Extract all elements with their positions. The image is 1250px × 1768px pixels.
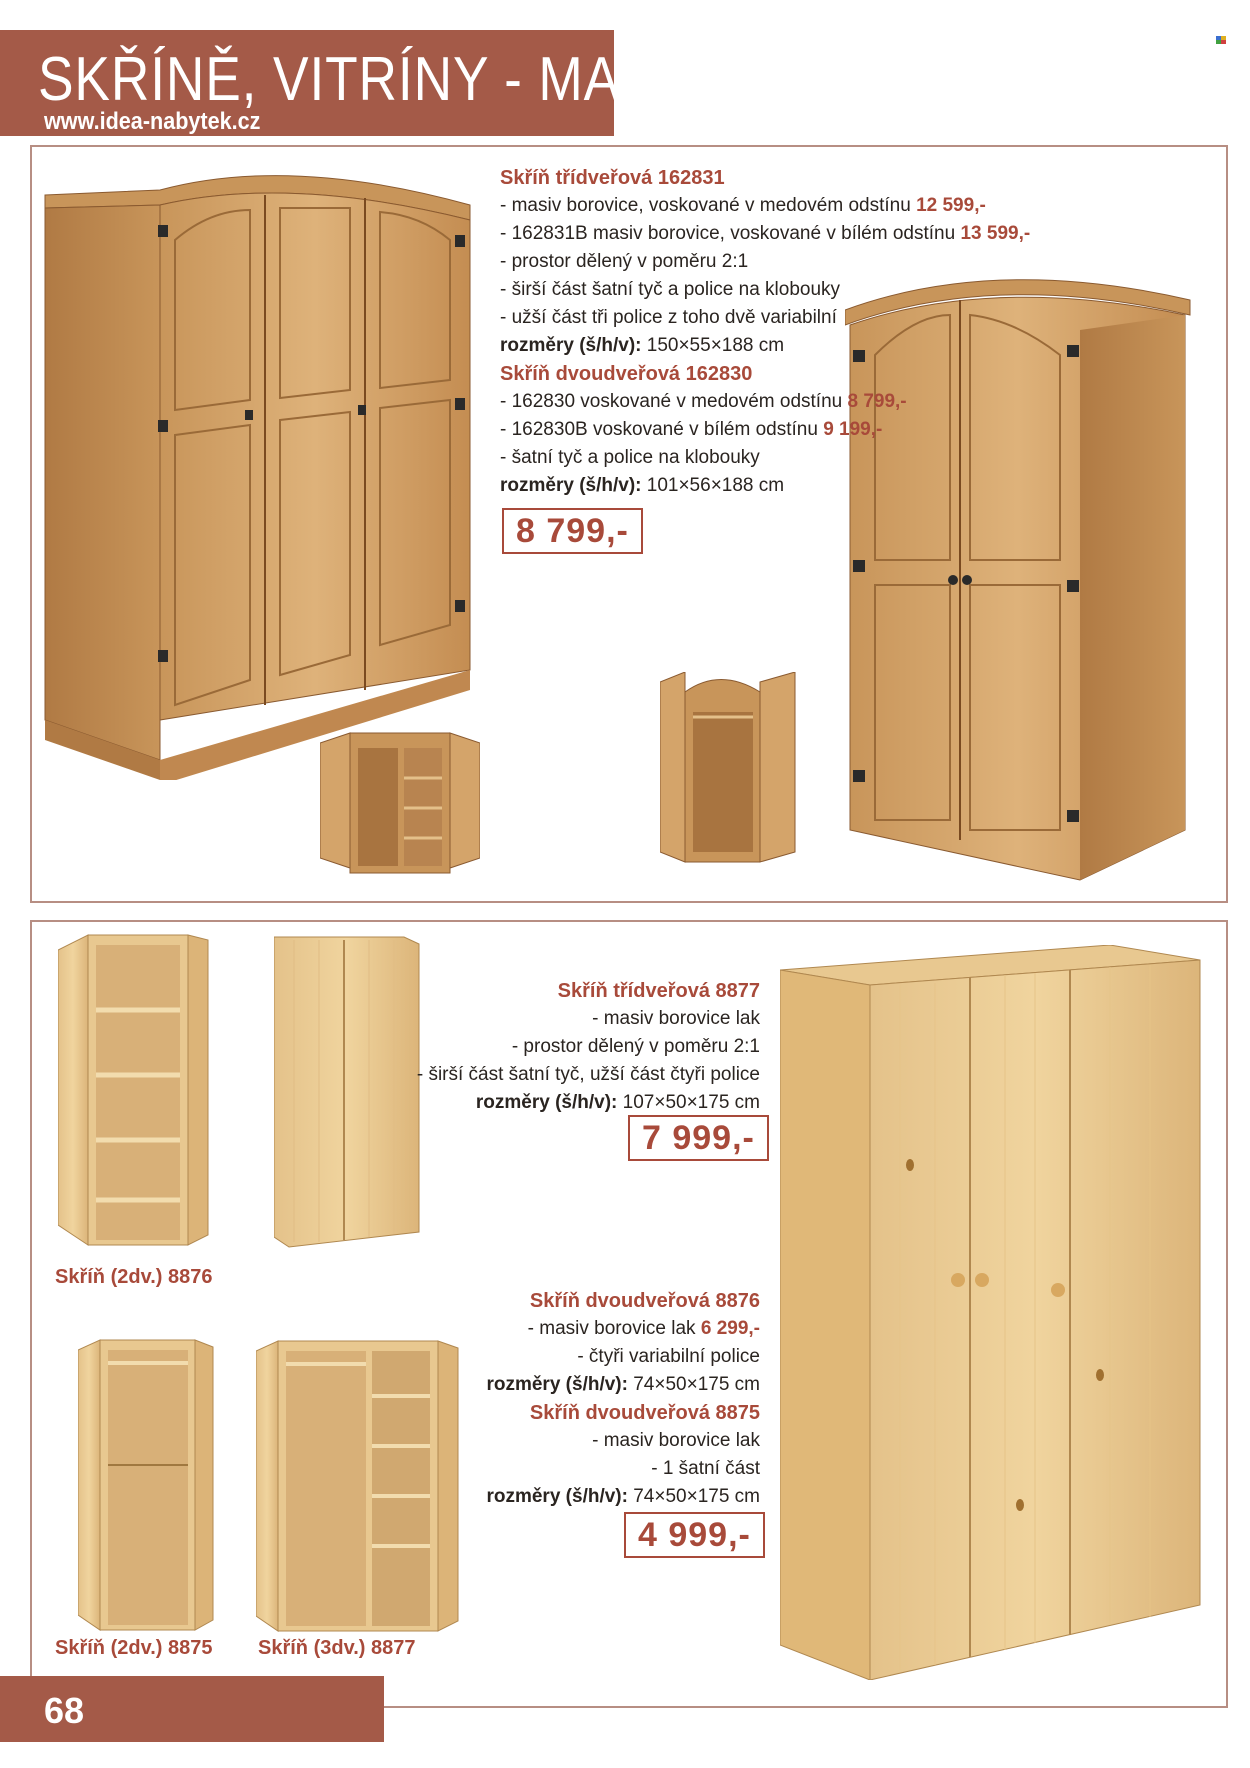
product-162831-spec: - užší část tři police z toho dvě variabilní [500, 307, 837, 328]
product-162831-title: Skříň třídveřová 162831 [500, 167, 725, 189]
page-number: 68 [44, 1690, 85, 1731]
caption-8875: Skříň (2dv.) 8875 [55, 1637, 213, 1659]
product-8875-spec: - masiv borovice lak [592, 1430, 760, 1451]
spec-price: 9 199,- [823, 419, 883, 440]
spec-price: 6 299,- [700, 1318, 760, 1339]
spec-text: - masiv borovice lak [527, 1318, 701, 1339]
price-box-8875: 4 999,- [624, 1512, 765, 1558]
spec-price: 8 799,- [847, 391, 907, 412]
product-8877-spec: - masiv borovice lak [592, 1008, 760, 1029]
dims-value: 107×50×175 cm [617, 1092, 760, 1113]
spec-text: - 162831B masiv borovice, voskované v bílém odstínu [500, 223, 961, 244]
wardrobe-8877-open-image [256, 1336, 461, 1636]
corner-mark-icon [1216, 36, 1226, 44]
dims-value: 74×50×175 cm [627, 1486, 760, 1507]
spec-text: - masiv borovice, voskované v medovém odstínu [500, 195, 917, 216]
dims-label: rozměry (š/h/v): [475, 1092, 618, 1113]
product-8877-title: Skříň třídveřová 8877 [557, 980, 760, 1002]
wardrobe-162831-open-image [320, 728, 480, 878]
caption-8877: Skříň (3dv.) 8877 [258, 1637, 416, 1659]
spec-text: - 162830B voskované v bílém odstínu [500, 419, 824, 440]
page-title: SKŘÍNĚ, VITRÍNY - MASIV [38, 45, 709, 114]
product-8875-title: Skříň dvoudveřová 8875 [529, 1402, 760, 1424]
product-162831-spec [500, 192, 1030, 220]
wardrobe-8875-open-image [78, 1335, 218, 1635]
product-162831-spec: - prostor dělený v poměru 2:1 [500, 251, 749, 272]
product-162831-text [500, 164, 1030, 500]
product-8875-spec: - 1 šatní část [651, 1458, 760, 1479]
product-8875-dimensions [486, 1483, 760, 1511]
product-8877-text [417, 977, 760, 1117]
price-box-162830: 8 799,- [502, 508, 643, 554]
product-162830-spec: - šatní tyč a police na klobouky [500, 447, 760, 468]
product-8876-title: Skříň dvoudveřová 8876 [529, 1290, 760, 1312]
product-162830-title: Skříň dvoudveřová 162830 [500, 363, 753, 385]
product-8876-dimensions [486, 1371, 760, 1399]
dims-value: 150×55×188 cm [641, 335, 785, 356]
product-8876-8875-text [486, 1287, 760, 1511]
product-8877-spec: - širší část šatní tyč, užší část čtyři police [416, 1064, 760, 1085]
price-box-8877: 7 999,- [628, 1115, 769, 1161]
spec-price: 12 599,- [916, 195, 986, 216]
website-url[interactable]: www.idea-nabytek.cz [44, 108, 261, 135]
wardrobe-162830-open-image [660, 672, 800, 872]
wardrobe-8877-image [780, 945, 1205, 1680]
product-8877-dimensions [417, 1089, 760, 1117]
dims-label: rozměry (š/h/v): [486, 1374, 628, 1395]
wardrobe-8876-open-image [58, 930, 213, 1255]
product-162830-spec [500, 416, 1030, 444]
product-162831-spec [500, 220, 1030, 248]
dims-label: rozměry (š/h/v): [486, 1486, 628, 1507]
product-8877-spec: - prostor dělený v poměru 2:1 [511, 1036, 760, 1057]
product-162830-dimensions [500, 472, 1030, 500]
caption-8876: Skříň (2dv.) 8876 [55, 1266, 213, 1288]
spec-text: - 162830 voskované v medovém odstínu [500, 391, 848, 412]
product-8876-spec [486, 1315, 760, 1343]
spec-price: 13 599,- [960, 223, 1031, 244]
product-162831-dimensions [500, 332, 1030, 360]
wardrobe-162831-image [40, 160, 480, 780]
product-162830-spec [500, 388, 1030, 416]
product-8876-spec: - čtyři variabilní police [577, 1346, 760, 1367]
dims-label: rozměry (š/h/v): [500, 475, 642, 496]
wardrobe-8876-closed-image [274, 932, 424, 1252]
dims-value: 74×50×175 cm [627, 1374, 760, 1395]
dims-label: rozměry (š/h/v): [500, 335, 642, 356]
dims-value: 101×56×188 cm [641, 475, 785, 496]
product-162831-spec: - širší část šatní tyč a police na klobouky [500, 279, 841, 300]
